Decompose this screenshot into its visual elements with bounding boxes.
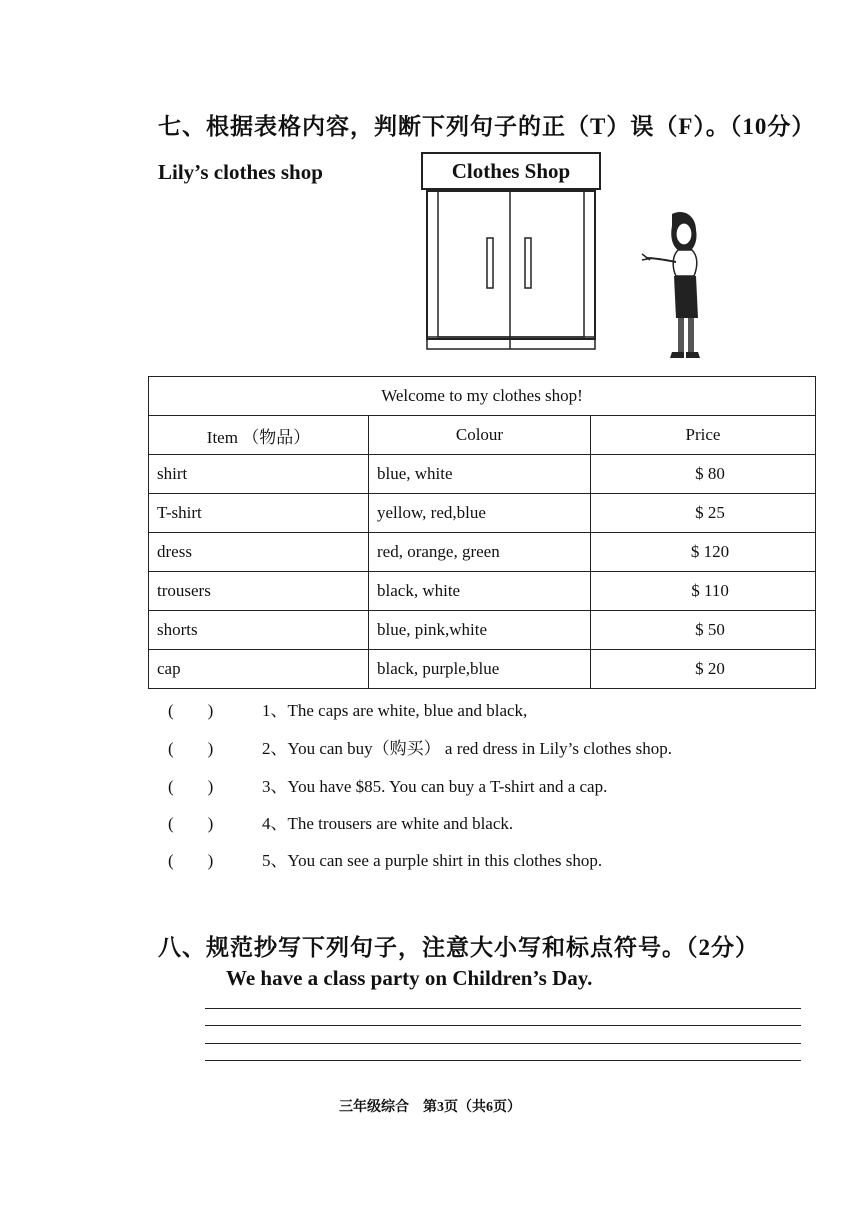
question-text: 2、You can buy（购买） a red dress in Lily’s clothes shop. (262, 739, 673, 758)
copy-sentence: We have a class party on Children’s Day. (226, 966, 593, 990)
page-footer: 三年级综合 第3页（共6页） (339, 1100, 521, 1115)
question-1 (168, 696, 527, 721)
question-text: 1、The caps are white, blue and black, (262, 701, 528, 720)
question-5 (168, 846, 602, 871)
colour-cell: yellow, red,blue (369, 494, 591, 533)
item-cell: trousers (149, 572, 369, 611)
item-cell: cap (149, 650, 369, 689)
question-3 (168, 772, 607, 797)
column-header-price: Price (591, 416, 816, 455)
price-cell: $ 120 (591, 533, 816, 572)
shop-door-icon (426, 190, 596, 352)
answer-blank[interactable]: ( ) (168, 739, 214, 758)
item-cell: T-shirt (149, 494, 369, 533)
item-cell: dress (149, 533, 369, 572)
shop-sign-label: Clothes Shop (451, 158, 571, 183)
writing-line[interactable] (205, 1008, 801, 1009)
item-cell: shirt (149, 455, 369, 494)
price-cell: $ 20 (591, 650, 816, 689)
shopkeeper-woman-icon (638, 206, 714, 366)
price-cell: $ 80 (591, 455, 816, 494)
colour-cell: blue, white (369, 455, 591, 494)
item-cell: shorts (149, 611, 369, 650)
colour-cell: black, white (369, 572, 591, 611)
colour-cell: black, purple,blue (369, 650, 591, 689)
answer-blank[interactable]: ( ) (168, 701, 214, 720)
colour-cell: red, orange, green (369, 533, 591, 572)
table-row (149, 494, 816, 533)
table-row (149, 611, 816, 650)
table-row (149, 650, 816, 689)
answer-blank[interactable]: ( ) (168, 814, 214, 833)
section-7-title: 七、根据表格内容，判断下列句子的正（T）误（F）。（10分） (158, 114, 816, 139)
answer-blank[interactable]: ( ) (168, 777, 214, 796)
shop-caption: Lily’s clothes shop (158, 160, 323, 184)
section-8-title: 八、规范抄写下列句子，注意大小写和标点符号。（2分） (158, 935, 759, 960)
table-row (149, 455, 816, 494)
question-text: 5、You can see a purple shirt in this clothes shop. (262, 851, 603, 870)
price-cell: $ 50 (591, 611, 816, 650)
column-header-colour: Colour (369, 416, 591, 455)
colour-cell: blue, pink,white (369, 611, 591, 650)
question-text: 3、You have $85. You can buy a T-shirt and a cap. (262, 777, 608, 796)
writing-line[interactable] (205, 1025, 801, 1026)
column-header-item: Item （物品） (149, 416, 369, 455)
question-2 (168, 734, 672, 759)
question-text: 4、The trousers are white and black. (262, 814, 514, 833)
writing-line[interactable] (205, 1060, 801, 1061)
table-row (149, 533, 816, 572)
clothes-price-table (148, 376, 816, 689)
question-4 (168, 809, 513, 834)
shop-sign (421, 152, 601, 190)
table-row (149, 572, 816, 611)
price-cell: $ 25 (591, 494, 816, 533)
table-welcome-row: Welcome to my clothes shop! (149, 377, 816, 416)
writing-line[interactable] (205, 1043, 801, 1044)
price-cell: $ 110 (591, 572, 816, 611)
answer-blank[interactable]: ( ) (168, 851, 214, 870)
